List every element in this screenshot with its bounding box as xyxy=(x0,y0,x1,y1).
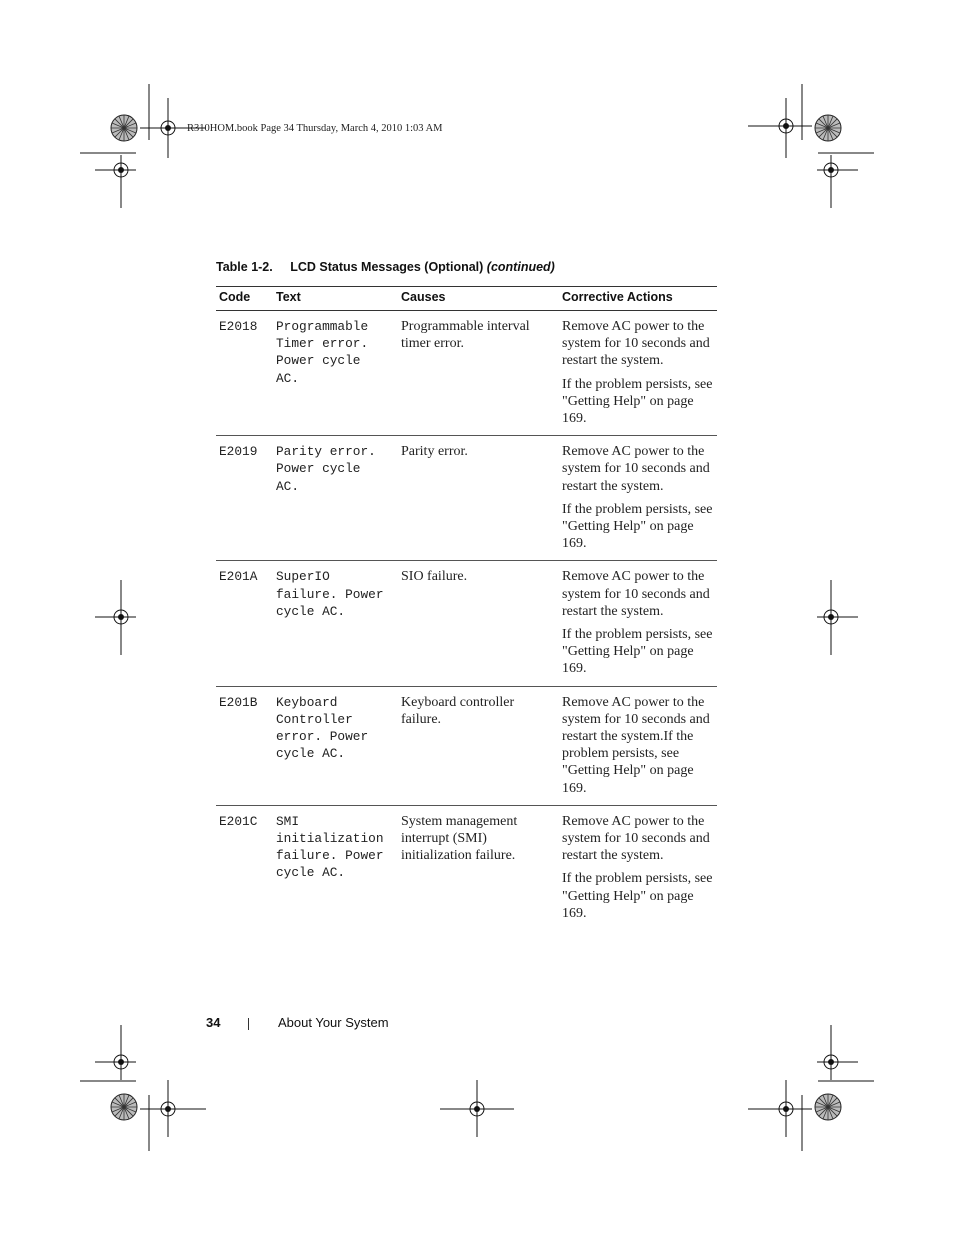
code-cell: E2019 xyxy=(216,436,273,561)
text-cell: Parity error. Power cycle AC. xyxy=(273,436,398,561)
table-row xyxy=(216,436,717,561)
causes-cell: Parity error. xyxy=(398,436,559,561)
actions-cell xyxy=(559,436,717,561)
page-number: 34 xyxy=(206,1015,221,1030)
causes-cell: Programmable interval timer error. xyxy=(398,311,559,436)
table-title: LCD Status Messages (Optional) xyxy=(290,260,484,274)
table-row xyxy=(216,311,717,436)
lcd-status-table xyxy=(216,286,717,930)
table-row xyxy=(216,805,717,930)
action-paragraph: Remove AC power to the system for 10 seconds and restart the system. xyxy=(562,444,710,494)
column-header-causes: Causes xyxy=(398,287,559,311)
crop-marks-bottom-left xyxy=(80,1025,206,1151)
action-paragraph: Remove AC power to the system for 10 seconds and restart the system. xyxy=(562,569,710,619)
code-cell: E201A xyxy=(216,561,273,686)
footer-section-title: About Your System xyxy=(278,1015,389,1030)
table-row xyxy=(216,561,717,686)
actions-cell xyxy=(559,805,717,930)
column-header-corrective-actions: Corrective Actions xyxy=(559,287,717,311)
text-cell: SuperIO failure. Power cycle AC. xyxy=(273,561,398,686)
table-continued-label: (continued) xyxy=(486,260,555,274)
table-number: Table 1-2. xyxy=(216,260,273,274)
code-cell: E2018 xyxy=(216,311,273,436)
column-header-code: Code xyxy=(216,287,273,311)
action-paragraph: Remove AC power to the system for 10 seconds and restart the system. xyxy=(562,813,710,864)
table-caption xyxy=(216,260,555,274)
action-paragraph: Remove AC power to the system for 10 seconds and restart the system. xyxy=(562,319,710,369)
print-header: R310HOM.book Page 34 Thursday, March 4, 2010 1:03 AM xyxy=(187,123,443,134)
crop-marks-top-left xyxy=(80,84,206,208)
column-header-text: Text xyxy=(273,287,398,311)
table-row xyxy=(216,686,717,805)
text-cell: Programmable Timer error. Power cycle AC. xyxy=(273,311,398,436)
crop-marks-top-right xyxy=(748,84,874,208)
crop-marks-bottom-center xyxy=(440,1080,514,1137)
action-paragraph: If the problem persists, see "Getting Help" on page 169. xyxy=(562,871,713,921)
causes-cell: System management interrupt (SMI) initialization failure. xyxy=(401,813,518,864)
causes-cell: Keyboard controller failure. xyxy=(398,686,559,805)
action-paragraph: If the problem persists, see "Getting Help" on page 169. xyxy=(562,627,713,677)
action-paragraph: If the problem persists, see "Getting Help" on page 169. xyxy=(562,376,713,427)
action-paragraph: Remove AC power to the system for 10 seconds and restart the system.If the problem persists, see "Getting Help" on page 169. xyxy=(562,694,710,796)
table-header-row xyxy=(216,287,717,311)
text-cell: Keyboard Controller error. Power cycle AC. xyxy=(273,686,398,805)
action-paragraph: If the problem persists, see "Getting Help" on page 169. xyxy=(562,501,713,552)
code-cell: E201B xyxy=(216,686,273,805)
text-cell: SMI initialization failure. Power cycle AC. xyxy=(276,813,384,881)
crop-marks-bottom-right xyxy=(748,1025,874,1151)
causes-cell: SIO failure. xyxy=(398,561,559,686)
actions-cell xyxy=(559,311,717,436)
actions-cell xyxy=(559,561,717,686)
footer-divider xyxy=(248,1018,249,1030)
code-cell: E201C xyxy=(219,813,258,829)
actions-cell xyxy=(559,686,717,805)
